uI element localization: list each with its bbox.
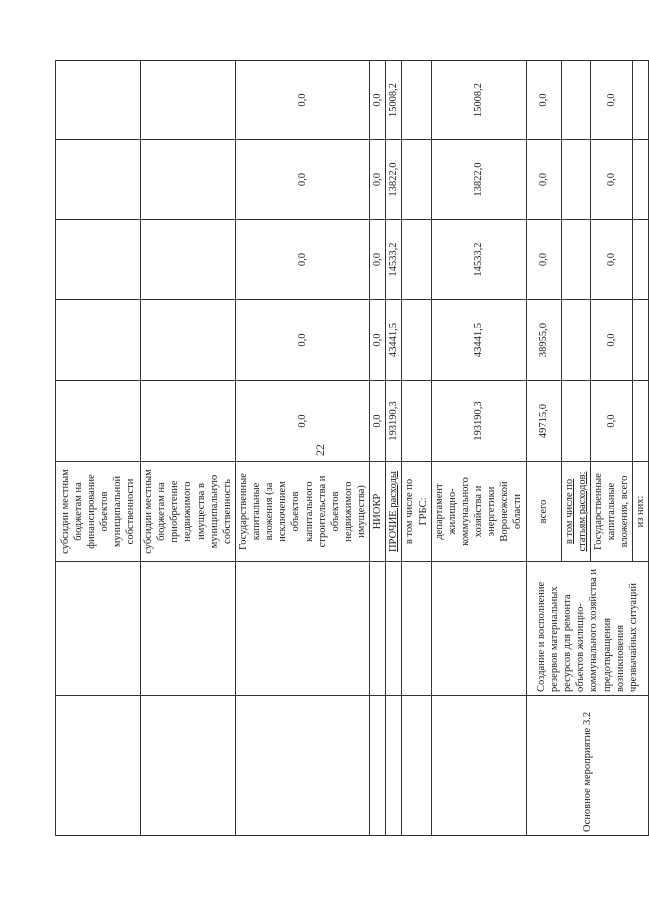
row-label: Государственные капитальные вложения (за исключением объектов капитального строительства и объектов недвижимого имущества) <box>235 462 369 562</box>
value-cell <box>141 220 236 300</box>
desc-cell-mid <box>141 562 236 696</box>
value-cell <box>402 381 431 462</box>
value-cell <box>141 140 236 220</box>
value-cell <box>402 220 431 300</box>
value-cell: 0,0 <box>370 140 386 220</box>
row-label: в том числе по статьям расходов: <box>561 462 590 562</box>
value-cell: 0,0 <box>590 220 632 300</box>
value-cell: 0,0 <box>235 381 369 462</box>
desc-cell-mid <box>386 562 402 696</box>
value-cell: 193190,3 <box>386 381 402 462</box>
name-cell-top <box>56 696 141 836</box>
row-label: ПРОЧИЕ расходы <box>386 462 402 562</box>
row-label: департамент жилищно-коммунального хозяйства и энергетики Воронежской области <box>431 462 526 562</box>
value-cell: 14533,2 <box>386 220 402 300</box>
desc-cell-mid <box>370 562 386 696</box>
name-cell-mid <box>386 696 402 836</box>
name-cell-mid <box>370 696 386 836</box>
row-label: Государственные капитальные вложения, всего <box>590 462 632 562</box>
value-cell <box>633 61 649 140</box>
value-cell <box>56 61 141 140</box>
value-cell: 0,0 <box>526 220 561 300</box>
value-cell <box>561 140 590 220</box>
value-cell: 0,0 <box>590 61 632 140</box>
value-cell <box>633 220 649 300</box>
name-cell-mid <box>235 696 369 836</box>
value-cell <box>56 381 141 462</box>
value-cell: 15008,2 <box>431 61 526 140</box>
value-cell <box>561 381 590 462</box>
page-number: 22 <box>313 444 327 456</box>
value-cell: 0,0 <box>235 300 369 381</box>
value-cell <box>633 300 649 381</box>
row-label: субсидии местным бюджетам на финансирование объектов муниципальной собственности <box>56 462 141 562</box>
value-cell: 13822,0 <box>386 140 402 220</box>
value-cell: 0,0 <box>370 61 386 140</box>
value-cell: 49715,0 <box>526 381 561 462</box>
value-cell <box>633 140 649 220</box>
value-cell: 0,0 <box>370 300 386 381</box>
value-cell: 0,0 <box>235 61 369 140</box>
table-row <box>402 61 431 836</box>
value-cell <box>141 300 236 381</box>
value-cell <box>141 381 236 462</box>
rotated-page-area <box>55 61 647 836</box>
value-cell <box>561 300 590 381</box>
value-cell <box>561 61 590 140</box>
row-label: НИОКР <box>370 462 386 562</box>
activity-description: Создание и восполнение резервов материальных ресурсов для ремонта объектов жилищно-коммунального хозяйства и предотвращения возникновения чрезвычайных ситуаций <box>526 562 649 696</box>
desc-cell-mid <box>402 562 431 696</box>
value-cell <box>56 140 141 220</box>
table-row <box>235 61 369 836</box>
table-row <box>431 61 526 836</box>
name-cell-mid <box>402 696 431 836</box>
desc-cell-bottom <box>431 562 526 696</box>
value-cell <box>402 140 431 220</box>
value-cell: 38955,0 <box>526 300 561 381</box>
activity-name: Основное мероприятие 3.2 <box>526 696 649 836</box>
value-cell: 13822,0 <box>431 140 526 220</box>
value-cell: 0,0 <box>526 61 561 140</box>
value-cell <box>56 220 141 300</box>
row-label: всего <box>526 462 561 562</box>
value-cell: 43441,5 <box>386 300 402 381</box>
row-label: субсидии местным бюджетам на приобретение недвижимого имущества в муниципальную собственность <box>141 462 236 562</box>
value-cell: 0,0 <box>526 140 561 220</box>
value-cell <box>561 220 590 300</box>
value-cell: 0,0 <box>590 300 632 381</box>
value-cell: 0,0 <box>370 220 386 300</box>
desc-cell-mid <box>235 562 369 696</box>
value-cell: 0,0 <box>370 381 386 462</box>
table-row <box>386 61 402 836</box>
rotated-table-wrapper <box>55 61 647 836</box>
value-cell: 0,0 <box>590 381 632 462</box>
value-cell: 14533,2 <box>431 220 526 300</box>
value-cell: 43441,5 <box>431 300 526 381</box>
name-cell-mid <box>141 696 236 836</box>
row-label: в том числе по ГРБС: <box>402 462 431 562</box>
value-cell: 0,0 <box>235 220 369 300</box>
value-cell: 0,0 <box>235 140 369 220</box>
desc-cell-top <box>56 562 141 696</box>
value-cell <box>56 300 141 381</box>
name-cell-bottom <box>431 696 526 836</box>
value-cell: 0,0 <box>590 140 632 220</box>
value-cell: 193190,3 <box>431 381 526 462</box>
value-cell <box>402 61 431 140</box>
table-row <box>370 61 386 836</box>
row-label: из них: <box>633 462 649 562</box>
table-row <box>526 61 561 836</box>
value-cell <box>402 300 431 381</box>
budget-table <box>55 60 649 836</box>
value-cell <box>141 61 236 140</box>
table-row <box>56 61 141 836</box>
value-cell: 15008,2 <box>386 61 402 140</box>
table-row <box>141 61 236 836</box>
value-cell <box>633 381 649 462</box>
